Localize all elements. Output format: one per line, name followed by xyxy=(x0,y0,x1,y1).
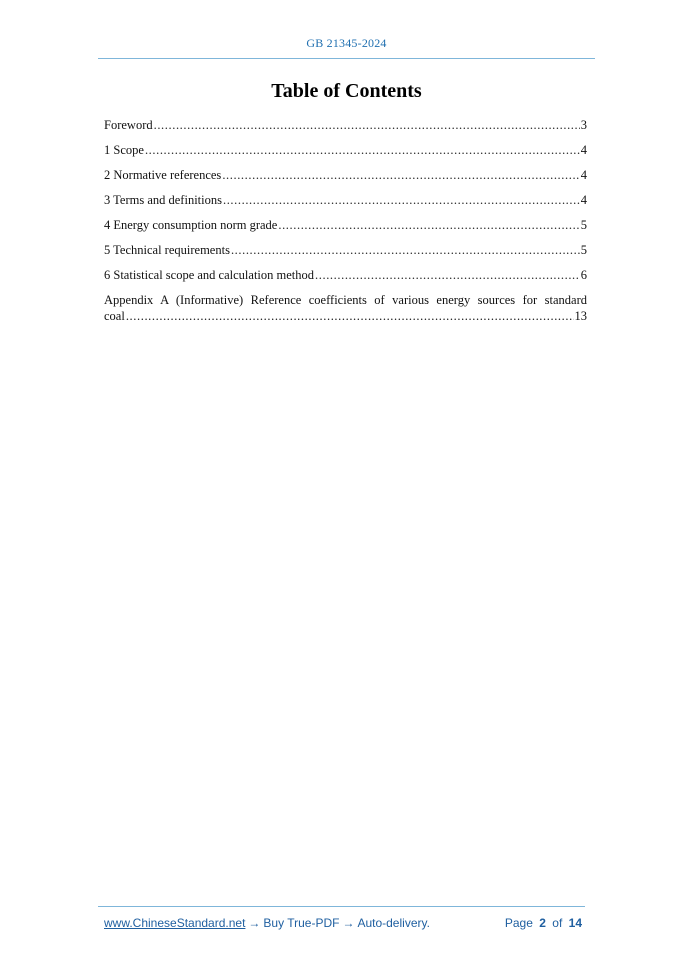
arrow-right-icon: → xyxy=(342,916,355,930)
arrow-right-icon: → xyxy=(248,916,261,930)
toc-leader-dots xyxy=(145,142,580,158)
toc-entry-normative-references[interactable] xyxy=(104,167,587,192)
toc-entry-technical-requirements[interactable] xyxy=(104,242,587,267)
toc-entry-label: Appendix A (Informative) Reference coefficients of various energy sources for standard xyxy=(104,293,587,307)
toc-entry-page: 4 xyxy=(580,168,587,182)
page-indicator xyxy=(505,916,585,930)
toc-leader-dots xyxy=(154,117,580,133)
toc-entry-label: Foreword xyxy=(104,118,153,132)
toc-entry-page: 4 xyxy=(580,193,587,207)
toc-entry-energy-consumption-norm-grade[interactable] xyxy=(104,217,587,242)
table-of-contents xyxy=(104,117,587,326)
toc-entry-foreword[interactable] xyxy=(104,117,587,142)
toc-entry-page: 4 xyxy=(580,143,587,157)
toc-entry-page: 6 xyxy=(580,268,587,282)
toc-entry-terms-and-definitions[interactable] xyxy=(104,192,587,217)
toc-entry-page: 5 xyxy=(580,243,587,257)
page-word: Page xyxy=(504,916,533,930)
toc-entry-label-cont: coal xyxy=(104,309,125,323)
toc-leader-dots xyxy=(222,167,579,183)
toc-entry-label: 4 Energy consumption norm grade xyxy=(104,218,278,232)
current-page: 2 xyxy=(539,916,546,930)
toc-leader-dots xyxy=(315,267,580,283)
buy-text: Buy True-PDF xyxy=(263,916,340,930)
site-link[interactable]: www.ChineseStandard.net xyxy=(104,916,246,930)
toc-leader-dots xyxy=(223,192,580,208)
footer-divider xyxy=(98,906,585,907)
of-word: of xyxy=(552,916,563,930)
toc-entry-label: 2 Normative references xyxy=(104,168,222,182)
header-divider xyxy=(98,58,595,59)
header-standard-code: GB 21345-2024 xyxy=(306,36,387,50)
toc-entry-page: 3 xyxy=(580,118,587,132)
toc-entry-label: 6 Statistical scope and calculation method xyxy=(104,268,315,282)
toc-entry-label: 1 Scope xyxy=(104,143,144,157)
toc-entry-continuation xyxy=(104,308,587,326)
total-pages: 14 xyxy=(568,916,582,930)
toc-entry-page: 13 xyxy=(574,309,587,323)
delivery-text: Auto-delivery. xyxy=(357,916,430,930)
toc-title: Table of Contents xyxy=(271,80,422,102)
toc-leader-dots xyxy=(126,308,574,324)
toc-entry-label: 3 Terms and definitions xyxy=(104,193,222,207)
toc-entry-scope[interactable] xyxy=(104,142,587,167)
footer-promo xyxy=(104,916,430,930)
toc-entry-appendix-a[interactable] xyxy=(104,292,587,326)
toc-leader-dots xyxy=(278,217,579,233)
toc-entry-page: 5 xyxy=(580,218,587,232)
toc-leader-dots xyxy=(231,242,580,258)
toc-entry-statistical-scope[interactable] xyxy=(104,267,587,292)
footer xyxy=(104,916,585,930)
toc-entry-label: 5 Technical requirements xyxy=(104,243,230,257)
